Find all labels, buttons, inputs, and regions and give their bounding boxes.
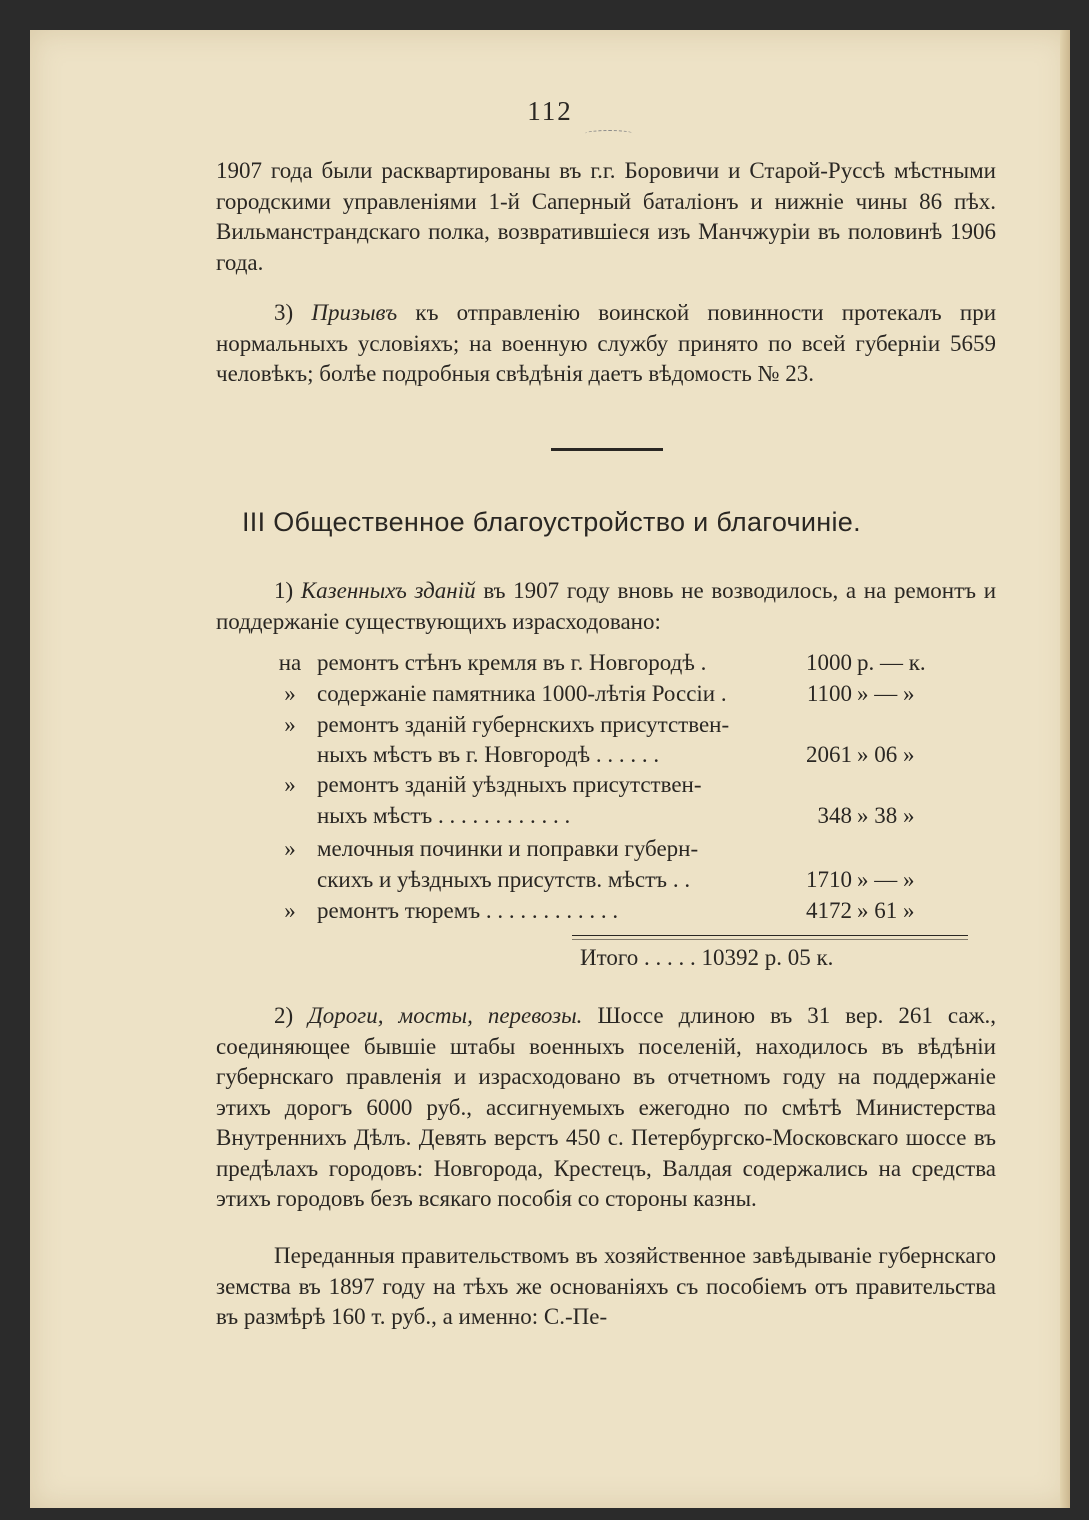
intro-text: 1907 года были расквартированы въ г.г. Боровичи и Старой-Руссѣ мѣстными городскими управленіями 1-й Саперный баталіонъ и нижніе чины 86 пѣх. Вильманстрандскаго полка, возвратившіеся изъ Манчжуріи въ половинѣ 1906 года.: [216, 158, 996, 275]
expense-row-cont: [272, 803, 967, 833]
row-marker: »: [284, 898, 296, 923]
section-heading: III Общественное благоустройство и благочиніе.: [242, 507, 861, 537]
row-amount: 4172: [806, 898, 852, 923]
expense-row: [272, 681, 967, 711]
row-suffix: » — »: [857, 867, 915, 892]
intro-paragraph: [216, 156, 996, 278]
expense-row: [272, 712, 967, 742]
draft-text: къ отправленію воинской повинности протекалъ при нормальныхъ условіяхъ; на военную службу принято по всей губерніи 5659 человѣкъ; болѣе подробныя свѣдѣнія даетъ вѣдомость № 23.: [216, 300, 996, 386]
expense-row: [272, 836, 967, 866]
row-marker: »: [284, 681, 296, 706]
roads-title: Дороги, мосты, перевозы.: [308, 1003, 583, 1028]
row-label: содержаніе памятника 1000-лѣтія Россіи .: [317, 681, 727, 706]
row-marker: »: [284, 836, 296, 861]
row-label: ремонтъ стѣнъ кремля въ г. Новгородѣ .: [317, 650, 707, 675]
row-label: скихъ и уѣздныхъ присутств. мѣстъ . .: [317, 867, 691, 892]
draft-number: 3): [274, 300, 294, 325]
row-amount: 1100: [806, 681, 852, 706]
roads-paragraph: [216, 1001, 996, 1215]
row-suffix: » 61 »: [857, 898, 915, 923]
row-marker: »: [284, 772, 296, 797]
row-amount: 1000: [806, 650, 852, 675]
row-suffix: » — »: [857, 681, 915, 706]
expense-row: [272, 772, 967, 802]
roads-text: Шоссе длиною въ 31 вер. 261 саж., соединяющее бывшіе штабы военныхъ поселеній, находилось въ вѣдѣніи губернскаго правленія и израсходовано въ отчетномъ году на поддержаніе этихъ дорогъ 6000 руб., ассигнуемыхъ ежегодно по смѣтѣ Министерства Внутреннихъ Дѣлъ. Девять верстъ 450 с. Петербургско-Московскаго шоссе въ предѣлахъ городовъ: Новгорода, Крестецъ, Валдая содержались на средства этихъ городовъ безъ всякаго пособія со стороны казны.: [216, 1003, 997, 1211]
row-label: ремонтъ зданій губернскихъ присутствен-: [317, 712, 730, 737]
draft-paragraph: [216, 298, 996, 390]
transfer-paragraph: [216, 1241, 996, 1333]
expense-row: [272, 898, 967, 928]
page-number-ornament: [585, 130, 633, 137]
row-label: ныхъ мѣстъ . . . . . . . . . . . .: [317, 803, 571, 828]
total-rule: [572, 935, 968, 936]
row-marker: »: [284, 712, 296, 737]
page-number: 112: [527, 96, 573, 126]
row-suffix: » 06 »: [857, 742, 915, 767]
expense-row-cont: [272, 742, 967, 772]
total-row: [580, 945, 833, 971]
section-divider: [551, 448, 663, 451]
total-label: Итого . . . . .: [580, 945, 696, 970]
buildings-paragraph: [216, 576, 996, 637]
roads-number: 2): [274, 1003, 294, 1028]
row-amount: 1710: [806, 867, 852, 892]
row-label: ныхъ мѣстъ въ г. Новгородѣ . . . . . .: [317, 742, 660, 767]
row-suffix: » 38 »: [857, 803, 915, 828]
buildings-title: Казенныхъ зданій: [300, 578, 476, 603]
expense-row-cont: [272, 867, 967, 897]
row-suffix: р. — к.: [857, 650, 926, 675]
draft-title: Призывъ: [311, 300, 398, 325]
row-label: ремонтъ зданій уѣздныхъ присутствен-: [317, 772, 702, 797]
row-amount: 2061: [806, 742, 852, 767]
book-page: [30, 30, 1070, 1508]
total-suffix: р. 05 к.: [764, 945, 834, 970]
buildings-text: въ 1907 году вновь не возводилось, а на ремонтъ и поддержаніе существующихъ израсходовано:: [216, 578, 997, 634]
page-edge: [1060, 30, 1070, 1508]
row-marker: на: [278, 650, 302, 675]
row-label: мелочныя починки и поправки губерн-: [317, 836, 699, 861]
total-rule-thin: [572, 939, 968, 940]
row-label: ремонтъ тюремъ . . . . . . . . . . . .: [317, 898, 619, 923]
expense-row: [272, 650, 967, 680]
buildings-number: 1): [274, 578, 294, 603]
total-amount: 10392: [701, 945, 759, 970]
transfer-text: Переданныя правительствомъ въ хозяйственное завѣдываніе губернскаго земства въ 1897 году на тѣхъ же основаніяхъ съ пособіемъ отъ правительства въ размѣрѣ 160 т. руб., а именно: С.-Пе-: [216, 1243, 996, 1329]
row-amount: 348: [817, 803, 852, 828]
